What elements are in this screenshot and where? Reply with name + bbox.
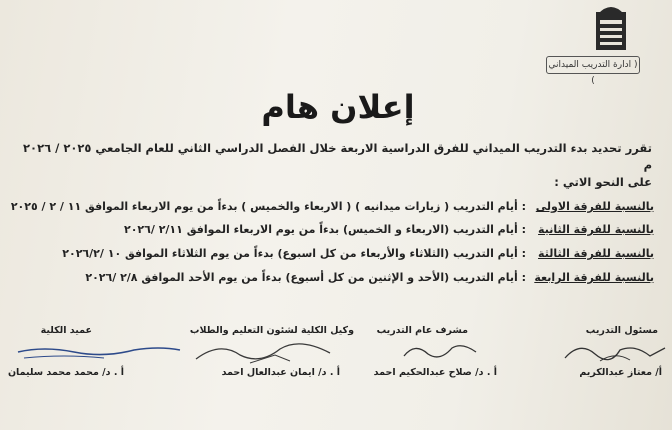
schedule-label: بالنسبة للفرقة الثالثة: [538, 247, 654, 260]
schedule-label: بالنسبة للفرقة الاولى: [535, 200, 654, 213]
schedule-text: : أيام التدريب (الأحد و الإثنين من كل أسبوع) بدءاً من يوم الأحد الموافق ٢/٨ /٢٠٢٦: [85, 271, 526, 284]
signature-title: مشرف عام التدريب: [376, 325, 468, 336]
signature-scribble: [560, 336, 670, 366]
schedule-text: : أيام التدريب ( زيارات ميدانيه ) ( الاربعاء والخميس ) بدءاً من يوم الاربعاء الموافق ١١ / ٢ / ٢٠٢٥: [10, 200, 526, 213]
schedule-label: بالنسبة للفرقة الثانية: [538, 223, 654, 236]
schedule-text: : أيام التدريب (الثلاثاء والأربعاء من كل اسبوع) بدءاً من يوم الثلاثاء الموافق ١٠ /٢٠٢٦/٢: [62, 247, 526, 260]
intro-text: [22, 140, 652, 191]
intro-line-1: تقرر تحديد بدء التدريب الميداني للفرق الدراسية الاربعة خلال الفصل الدراسي الثاني للعام الجامعي ٢٠٢٥ / ٢٠٢٦ م: [23, 141, 652, 172]
schedule-row: [14, 223, 654, 241]
schedule-row: [14, 247, 654, 265]
schedule-row: [10, 200, 654, 218]
signature-name: أ . د/ محمد محمد سليمان: [7, 367, 124, 378]
signature-scribble: [190, 335, 340, 367]
signature-title: وكيل الكلية لشئون التعليم والطلاب: [189, 325, 354, 336]
signature-name: أ . د/ ايمان عبدالعال احمد: [221, 367, 340, 378]
signature-scribble: [14, 336, 184, 364]
page-title: إعلان هام: [261, 88, 415, 126]
department-label: ( ادارة التدريب الميداني ): [546, 56, 640, 74]
schedule-row: [14, 271, 654, 289]
university-logo: [594, 2, 628, 52]
signature-name: أ/ معتاز عبدالكريم: [579, 367, 662, 378]
intro-line-2: على النحو الاتي :: [554, 175, 652, 189]
signature-name: أ . د/ صلاح عبدالحكيم احمد: [373, 367, 497, 378]
signature-scribble: [400, 338, 480, 364]
schedule-text: : أيام التدريب (الاربعاء و الخميس) بدءاً من يوم الاربعاء الموافق ٢/١١ /٢٠٢٦: [123, 223, 526, 236]
signature-title: عميد الكلية: [40, 325, 92, 336]
signature-title: مسئول التدريب: [585, 325, 658, 336]
schedule-label: بالنسبة للفرقة الرابعة: [534, 271, 654, 284]
